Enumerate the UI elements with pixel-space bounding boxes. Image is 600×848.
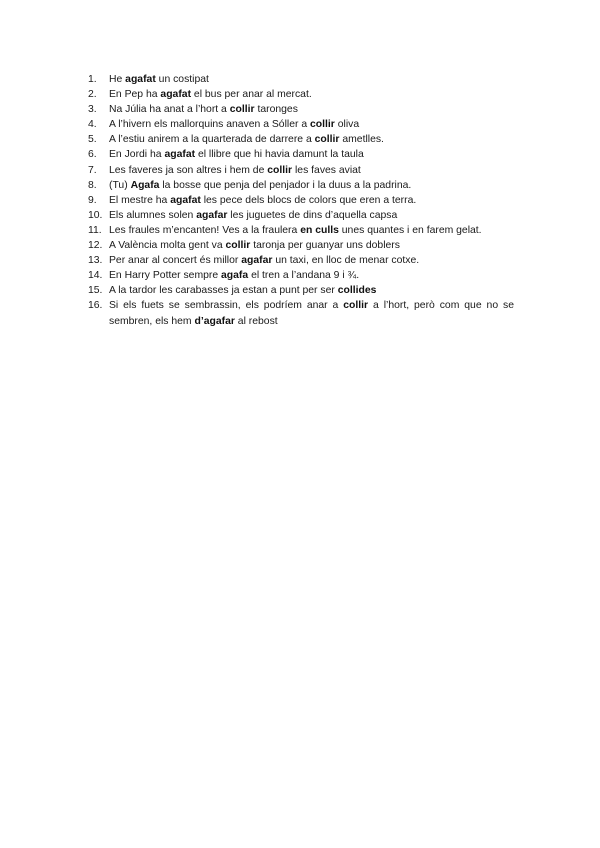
item-number: 5. [88,134,97,146]
list-item [88,268,514,283]
item-number: 10. [88,209,103,221]
highlighted-verb: agafat [125,74,156,85]
text-segment: Si els fuets se sembrassin, els podríem anar a [109,300,344,312]
list-item [88,253,514,268]
list-item [88,208,514,223]
text-segment: En Harry Potter sempre [109,270,222,282]
text-segment: Per anar al concert és millor [109,255,242,267]
list-item [88,163,514,178]
item-number: 1. [88,74,97,85]
text-segment: He [109,74,126,85]
highlighted-verb: agafat [164,149,196,161]
highlighted-verb: Agafa [130,179,160,191]
text-segment: un costipat [155,74,209,85]
text-segment: A la tardor les carabasses ja estan a punt per ser [109,285,338,297]
item-number: 8. [88,179,97,191]
text-segment: Na Júlia ha anat a l’hort a [109,104,230,116]
text-segment: ametlles. [339,134,384,146]
text-segment: la bosse que penja del penjador i la duus a la padrina. [159,179,412,191]
item-number: 11. [88,224,102,236]
list-item [88,193,514,208]
text-segment: el bus per anar al mercat. [191,89,312,101]
highlighted-verb: agafar [241,255,273,267]
item-text [109,223,514,238]
item-text [109,283,514,298]
text-segment: Els alumnes solen [109,209,197,221]
item-number: 2. [88,89,97,101]
item-text [109,253,514,268]
text-segment: les pece dels blocs de colors que eren a terra. [200,194,417,206]
text-segment: El mestre ha [109,194,171,206]
highlighted-verb: collides [337,285,377,297]
item-text [109,178,514,193]
item-number: 13. [88,255,103,267]
highlighted-verb: collir [314,134,340,146]
text-segment: taronges [254,104,298,116]
item-text [109,268,514,283]
text-segment: les juguetes de dins d’aquella capsa [227,209,398,221]
list-item [88,223,514,238]
item-text [109,132,514,147]
item-number: 3. [88,104,97,116]
item-text [109,147,514,162]
highlighted-verb: agafat [160,89,192,101]
item-text [109,238,514,253]
highlighted-verb: agafa [221,270,249,282]
highlighted-verb: agafar [196,209,228,221]
text-segment: (Tu) [109,179,131,191]
item-number: 15. [88,285,103,297]
text-segment: un taxi, en lloc de menar cotxe. [272,255,420,267]
item-number: 6. [88,149,97,161]
highlighted-verb: collir [229,104,255,116]
list-item [88,102,514,117]
highlighted-verb: d’agafar [194,315,235,327]
text-segment: el tren a l’andana 9 i ¾. [248,270,360,282]
list-item [88,238,514,253]
text-segment: oliva [334,119,360,131]
highlighted-verb: collir [225,240,251,252]
list-item [88,147,514,162]
highlighted-verb: en culls [300,224,339,236]
item-number: 16. [88,300,103,312]
text-segment: taronja per guanyar uns doblers [250,240,400,252]
highlighted-verb: collir [343,300,369,312]
item-number: 14. [88,270,103,282]
list-item [88,178,514,193]
item-number: 7. [88,164,97,176]
text-segment: A València molta gent va [109,240,226,252]
highlighted-verb: collir [310,119,335,131]
list-item [88,283,514,298]
list-item [88,117,514,132]
item-text [109,208,514,223]
text-segment: les faves aviat [292,164,361,176]
item-text [109,117,514,132]
list-item [88,132,514,147]
item-number: 9. [88,194,97,206]
text-segment: al rebost [234,315,278,327]
text-segment: a l’hort, però com que no se sembren, els hem [109,300,514,327]
text-segment: Les faveres ja son altres i hem de [109,164,268,176]
text-segment: Les fraules m’encanten! Ves a la fraulera [109,224,301,236]
list-item [88,72,514,87]
item-text [109,163,514,178]
text-segment: En Jordi ha [109,149,165,161]
item-text [109,102,514,117]
text-segment: unes quantes i en farem gelat. [338,224,482,236]
highlighted-verb: agafat [170,194,201,206]
text-segment: A l’hivern els mallorquins anaven a Sóller a [109,119,310,131]
item-text [109,193,514,208]
item-text [109,87,514,102]
list-item [88,298,514,328]
sentence-list [88,72,514,329]
item-text [109,298,514,328]
list-item [88,87,514,102]
text-segment: En Pep ha [109,89,161,101]
item-text [109,72,514,87]
item-number: 12. [88,240,103,252]
text-segment: A l’estiu anirem a la quarterada de darrere a [109,134,315,146]
text-segment: el llibre que hi havia damunt la taula [195,149,364,161]
item-number: 4. [88,119,97,131]
highlighted-verb: collir [267,164,293,176]
